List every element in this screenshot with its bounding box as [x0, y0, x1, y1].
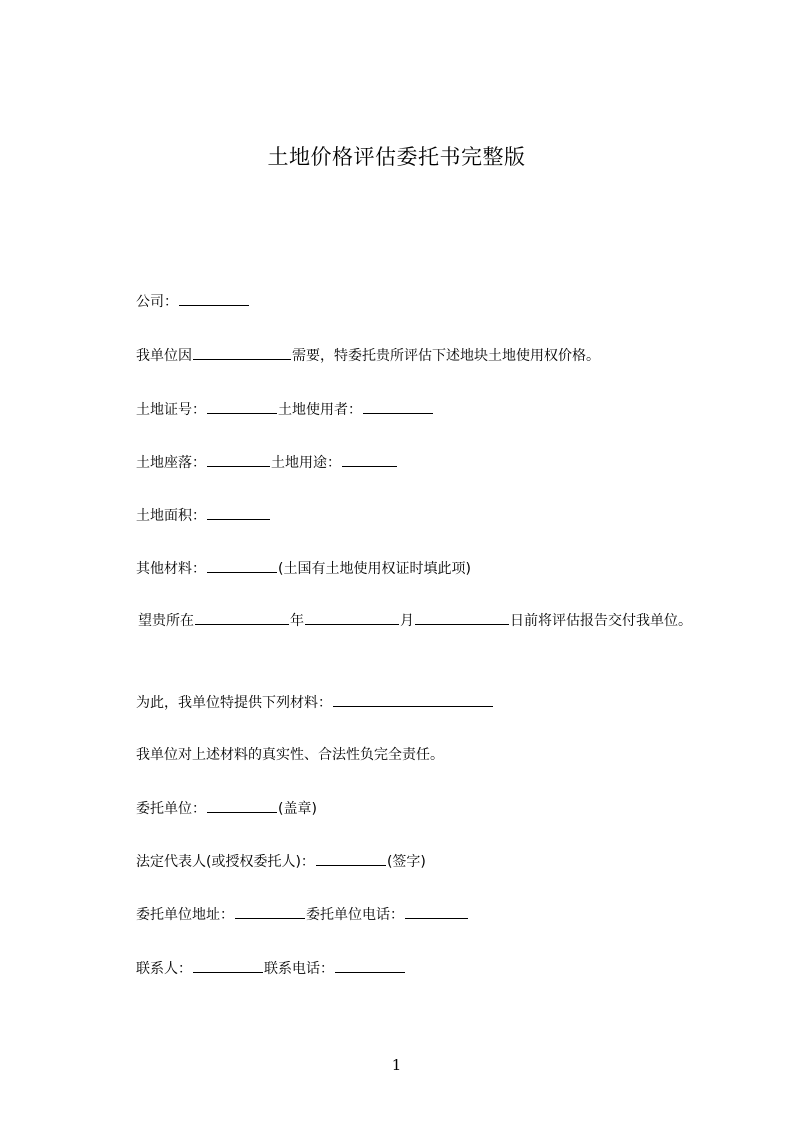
- responsibility-line: [136, 745, 444, 765]
- responsibility-text: 我单位对上述材料的真实性、合法性负完全责任。: [136, 747, 444, 763]
- client-seal-note: (盖章): [278, 801, 317, 817]
- deadline-suffix: 日前将评估报告交付我单位。: [510, 613, 692, 629]
- area-blank[interactable]: [207, 505, 270, 520]
- address-blank[interactable]: [235, 904, 305, 919]
- contact-label: 联系人：: [136, 961, 192, 977]
- client-phone-label: 委托单位电话：: [306, 907, 404, 923]
- company-label: 公司：: [136, 294, 178, 310]
- legal-rep-label: 法定代表人(或授权委托人)：: [136, 854, 315, 870]
- contact-blank[interactable]: [193, 958, 263, 973]
- deadline-day-blank[interactable]: [415, 610, 509, 625]
- company-line: [136, 291, 250, 312]
- deadline-paragraph: [104, 609, 704, 633]
- other-materials-blank[interactable]: [207, 558, 277, 573]
- location-label: 土地座落：: [136, 455, 206, 471]
- contact-phone-label: 联系电话：: [264, 961, 334, 977]
- materials-label: 为此，我单位特提供下列材料：: [136, 695, 332, 711]
- client-label: 委托单位：: [136, 801, 206, 817]
- page-number: 1: [391, 1056, 402, 1074]
- area-line: [136, 505, 271, 526]
- reason-prefix: 我单位因: [136, 348, 192, 364]
- deadline-year-blank[interactable]: [195, 610, 289, 625]
- land-use-blank[interactable]: [342, 452, 397, 467]
- legal-rep-sign-note: (签字): [386, 854, 426, 870]
- other-materials-label: 其他材料：: [136, 561, 206, 577]
- land-use-label: 土地用途：: [271, 455, 341, 471]
- company-blank[interactable]: [179, 291, 249, 306]
- reason-line: [136, 345, 600, 366]
- client-blank[interactable]: [207, 798, 277, 813]
- cert-line: [136, 399, 434, 420]
- cert-label: 土地证号：: [136, 402, 206, 418]
- area-label: 土地面积：: [136, 508, 206, 524]
- other-materials-line: [136, 558, 471, 579]
- other-materials-note: (土国有土地使用权证时填此项): [278, 561, 471, 577]
- land-user-blank[interactable]: [363, 399, 433, 414]
- deadline-month: 月: [400, 613, 414, 629]
- deadline-prefix: 望贵所在: [138, 613, 194, 629]
- land-user-label: 土地使用者：: [278, 402, 362, 418]
- location-line: [136, 452, 398, 473]
- deadline-month-blank[interactable]: [305, 610, 399, 625]
- legal-rep-line: [136, 851, 426, 872]
- location-blank[interactable]: [207, 452, 270, 467]
- document-title: 土地价格评估委托书完整版: [267, 145, 526, 169]
- cert-blank[interactable]: [207, 399, 277, 414]
- client-line: [136, 798, 317, 819]
- address-line: [136, 904, 469, 925]
- client-phone-blank[interactable]: [405, 904, 468, 919]
- deadline-year: 年: [290, 613, 304, 629]
- reason-suffix: 需要，特委托贵所评估下述地块土地使用权价格。: [292, 348, 600, 364]
- materials-blank[interactable]: [333, 692, 493, 707]
- contact-phone-blank[interactable]: [335, 958, 405, 973]
- reason-blank[interactable]: [193, 345, 291, 360]
- address-label: 委托单位地址：: [136, 907, 234, 923]
- materials-line: [136, 692, 494, 713]
- legal-rep-blank[interactable]: [316, 851, 386, 866]
- contact-line: [136, 958, 406, 979]
